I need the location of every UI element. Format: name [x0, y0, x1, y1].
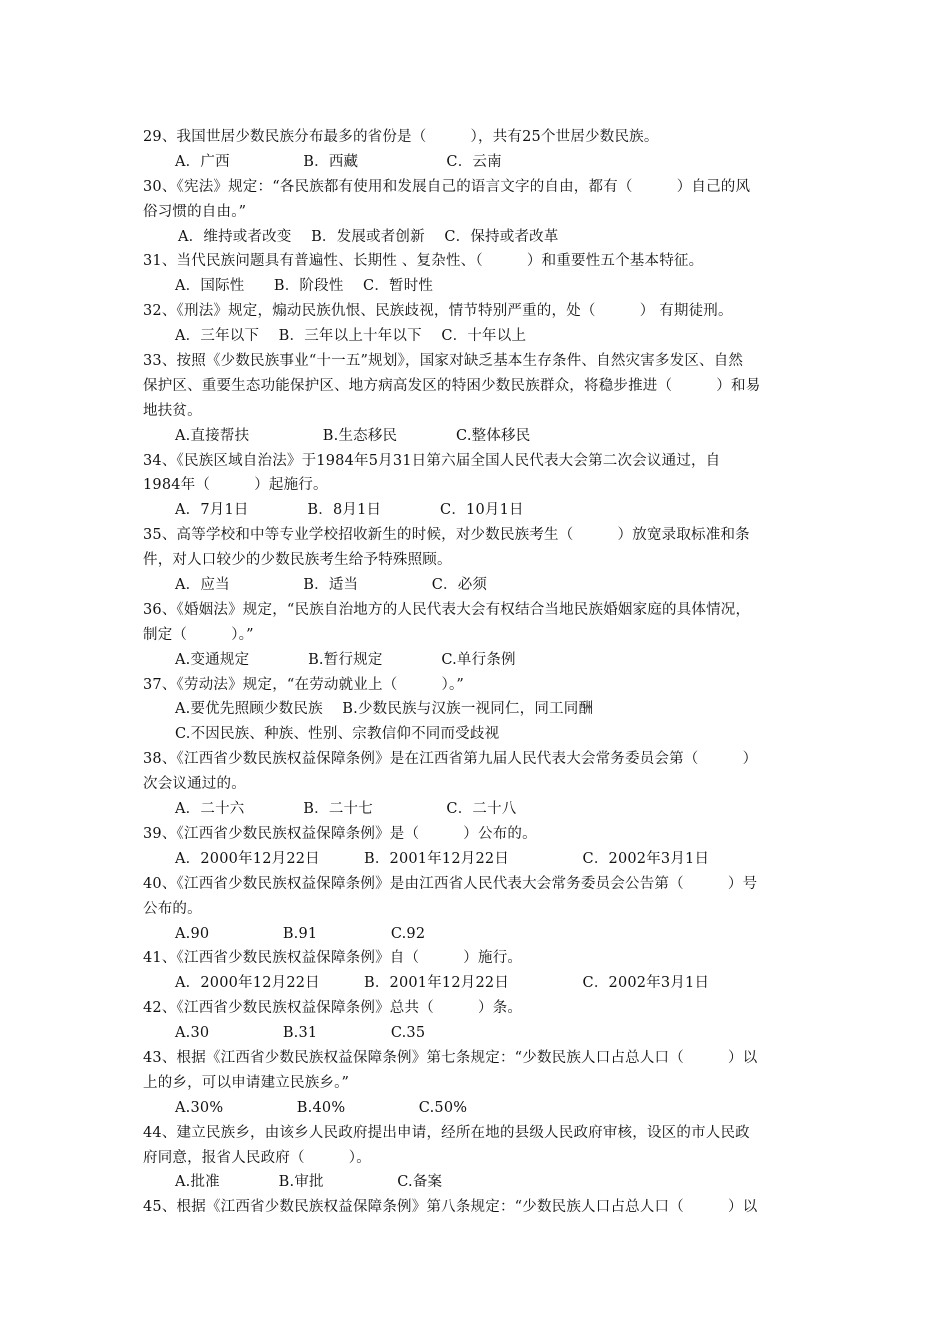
options-42: A.30 B.31 C.35: [175, 1025, 426, 1042]
options-41: A．2000年12月22日 B．2001年12月22日 C．2002年3月1日: [175, 975, 710, 992]
question-33-cont2: 地扶贫。: [143, 402, 202, 419]
options-39: A．2000年12月22日 B．2001年12月22日 C．2002年3月1日: [175, 850, 710, 867]
question-32: 32、《刑法》规定，煽动民族仇恨、民族歧视，情节特别严重的，处（ ） 有期徒刑。: [143, 303, 733, 320]
question-35: 35、高等学校和中等专业学校招收新生的时候，对少数民族考生（ ）放宽录取标准和条: [143, 527, 750, 544]
question-43-cont: 上的乡，可以申请建立民族乡。”: [143, 1074, 350, 1091]
question-36: 36、《婚姻法》规定，“民族自治地方的人民代表大会有权结合当地民族婚姻家庭的具体情况，: [143, 601, 751, 618]
options-33: A.直接帮扶 B.生态移民 C.整体移民: [175, 427, 531, 444]
options-36: A.变通规定 B.暂行规定 C.单行条例: [175, 651, 516, 668]
options-30: A．维持或者改变 B．发展或者创新 C．保持或者改革: [178, 228, 559, 245]
question-list: [143, 125, 813, 1220]
question-38-cont: 次会议通过的。: [143, 776, 246, 793]
question-41: 41、《江西省少数民族权益保障条例》自（ ）施行。: [143, 950, 523, 967]
question-43: 43、根据《江西省少数民族权益保障条例》第七条规定：“少数民族人口占总人口（ ）以: [143, 1049, 758, 1066]
question-33: 33、按照《少数民族事业“十一五”规划》，国家对缺乏基本生存条件、自然灾害多发区、自然: [143, 353, 744, 370]
question-40: 40、《江西省少数民族权益保障条例》是由江西省人民代表大会常务委员会公告第（ ）号: [143, 875, 758, 892]
options-38: A．二十六 B．二十七 C．二十八: [175, 801, 517, 818]
question-42: 42、《江西省少数民族权益保障条例》总共（ ）条。: [143, 1000, 523, 1017]
question-34: 34、《民族区域自治法》于1984年5月31日第六届全国人民代表大会第二次会议通过，自: [143, 452, 721, 469]
question-44: 44、建立民族乡，由该乡人民政府提出申请，经所在地的县级人民政府审核，设区的市人民政: [143, 1124, 750, 1141]
question-30: 30、《宪法》规定：“各民族都有使用和发展自己的语言文字的自由，都有（ ）自己的风: [143, 178, 751, 195]
question-39: 39、《江西省少数民族权益保障条例》是（ ）公布的。: [143, 825, 537, 842]
question-33-cont: 保护区、重要生态功能保护区、地方病高发区的特困少数民族群众，将稳步推进（ ）和易: [143, 377, 761, 394]
options-35: A．应当 B．适当 C．必须: [175, 577, 488, 594]
options-37-cont: C.不因民族、种族、性别、宗教信仰不同而受歧视: [175, 726, 500, 743]
options-34: A．7月1日 B．8月1日 C．10月1日: [175, 502, 524, 519]
options-31: A．国际性 B．阶段性 C．暂时性: [175, 278, 434, 295]
options-44: A.批准 B.审批 C.备案: [175, 1174, 443, 1191]
options-29: A．广西 B．西藏 C．云南: [175, 153, 502, 170]
question-34-cont: 1984年（ ）起施行。: [143, 477, 328, 494]
options-32: A．三年以下 B．三年以上十年以下 C．十年以上: [175, 328, 527, 345]
question-44-cont: 府同意，报省人民政府（ ）。: [143, 1149, 371, 1166]
question-30-cont: 俗习惯的自由。”: [143, 203, 247, 220]
options-37: A.要优先照顾少数民族 B.少数民族与汉族一视同仁，同工同酬: [175, 701, 594, 718]
question-31: 31、当代民族问题具有普遍性、长期性 、复杂性、（ ）和重要性五个基本特征。: [143, 253, 704, 270]
question-40-cont: 公布的。: [143, 900, 202, 917]
question-38: 38、《江西省少数民族权益保障条例》是在江西省第九届人民代表大会常务委员会第（ ）: [143, 751, 758, 768]
question-35-cont: 件，对人口较少的少数民族考生给予特殊照顾。: [143, 552, 452, 569]
question-37: 37、《劳动法》规定，“在劳动就业上（ ）。”: [143, 676, 465, 693]
options-43: A.30% B.40% C.50%: [175, 1099, 468, 1116]
question-36-cont: 制定（ ）。”: [143, 626, 254, 643]
options-40: A.90 B.91 C.92: [175, 925, 426, 942]
question-45: 45、根据《江西省少数民族权益保障条例》第八条规定：“少数民族人口占总人口（ ）以: [143, 1199, 758, 1216]
question-29: 29、我国世居少数民族分布最多的省份是（ ），共有25个世居少数民族。: [143, 129, 659, 145]
